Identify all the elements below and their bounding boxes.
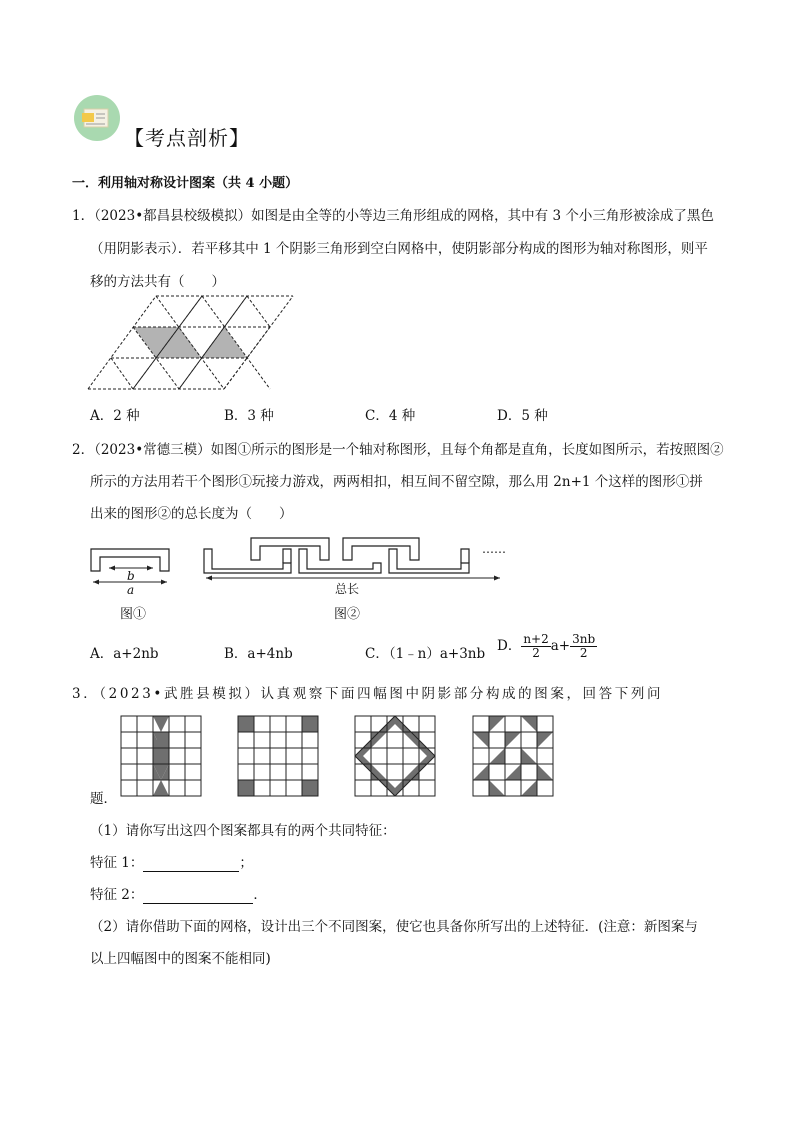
q2-option-c: C．（1﹣n）a+3nb (365, 646, 486, 662)
q1-line1: 1．（2023•都昌县校级模拟）如图是由全等的小等边三角形组成的网格，其中有 3 个小三角形被涂成了黑色 (72, 208, 714, 224)
q1-option-d: D．5 种 (497, 408, 548, 424)
feature-2-blank[interactable] (143, 887, 253, 904)
q1-option-b: B．3 种 (224, 408, 274, 424)
q3-pattern-1 (121, 716, 203, 798)
q3-feature-2: 特征 2： ． (90, 887, 267, 903)
fig1-caption: 图① (120, 607, 147, 622)
q3-line1: 3．（2023•武胜县模拟）认真观察下面四幅图中阴影部分构成的图案，回答下列问 (72, 686, 664, 702)
q2-line1: 2．（2023•常德三模）如图①所示的图形是一个轴对称图形，且每个角都是直角，长度如图所示，若按照图② (72, 442, 724, 458)
q3-pattern-4 (473, 716, 555, 798)
q3-pattern-3 (355, 716, 437, 798)
fig2-total-label: 总长 (335, 582, 360, 596)
q2-option-a: A．a+2nb (90, 646, 159, 662)
section-title: 一．利用轴对称设计图案（共 4 小题） (72, 176, 299, 191)
q1-line2: （用阴影表示）．若平移其中 1 个阴影三角形到空白网格中，使阴影部分构成的图形为轴对称图形，则平 (90, 241, 708, 257)
feature-1-blank[interactable] (143, 855, 239, 872)
q3-pattern-2 (238, 716, 320, 798)
q2-option-b: B．a+4nb (224, 646, 293, 662)
q2-figure-1 (90, 548, 180, 598)
fig2-caption: 图② (334, 607, 361, 622)
q1-line3: 移的方法共有（ ） (90, 274, 225, 290)
q3-line1-end: 题． (90, 791, 117, 807)
q2-option-d: D． $\frac{n+2}{2}$ a+ $\frac{3nb}{2}$ (497, 632, 596, 660)
q3-feature-1: 特征 1： ； (90, 855, 253, 871)
q2-line3: 出来的图形②的总长度为（ ） (90, 506, 293, 522)
q3-sub1: （1）请你写出这四个图案都具有的两个共同特征： (90, 823, 396, 839)
fig1-label-b: b (127, 569, 135, 583)
q1-shaded-triangle-3 (202, 327, 247, 358)
fig2-dots: …… (482, 542, 506, 556)
fig1-label-a: a (127, 583, 135, 597)
q1-option-a: A．2 种 (90, 408, 140, 424)
page-title: 【考点剖析】 (124, 126, 250, 150)
q3-sub2-line1: （2）请你借助下面的网格，设计出三个不同图案，使它也具备你所写出的上述特征．(注意：新图案与 (90, 919, 698, 935)
q3-sub2-line2: 以上四幅图中的图案不能相同) (90, 951, 271, 967)
q1-triangle-grid (88, 296, 298, 391)
notes-icon (74, 95, 120, 141)
q2-line2: 所示的方法用若干个图形①玩接力游戏，两两相扣，相互间不留空隙，那么用 2n+1 个这样的图形①拼 (90, 474, 703, 490)
q1-option-c: C．4 种 (365, 408, 416, 424)
